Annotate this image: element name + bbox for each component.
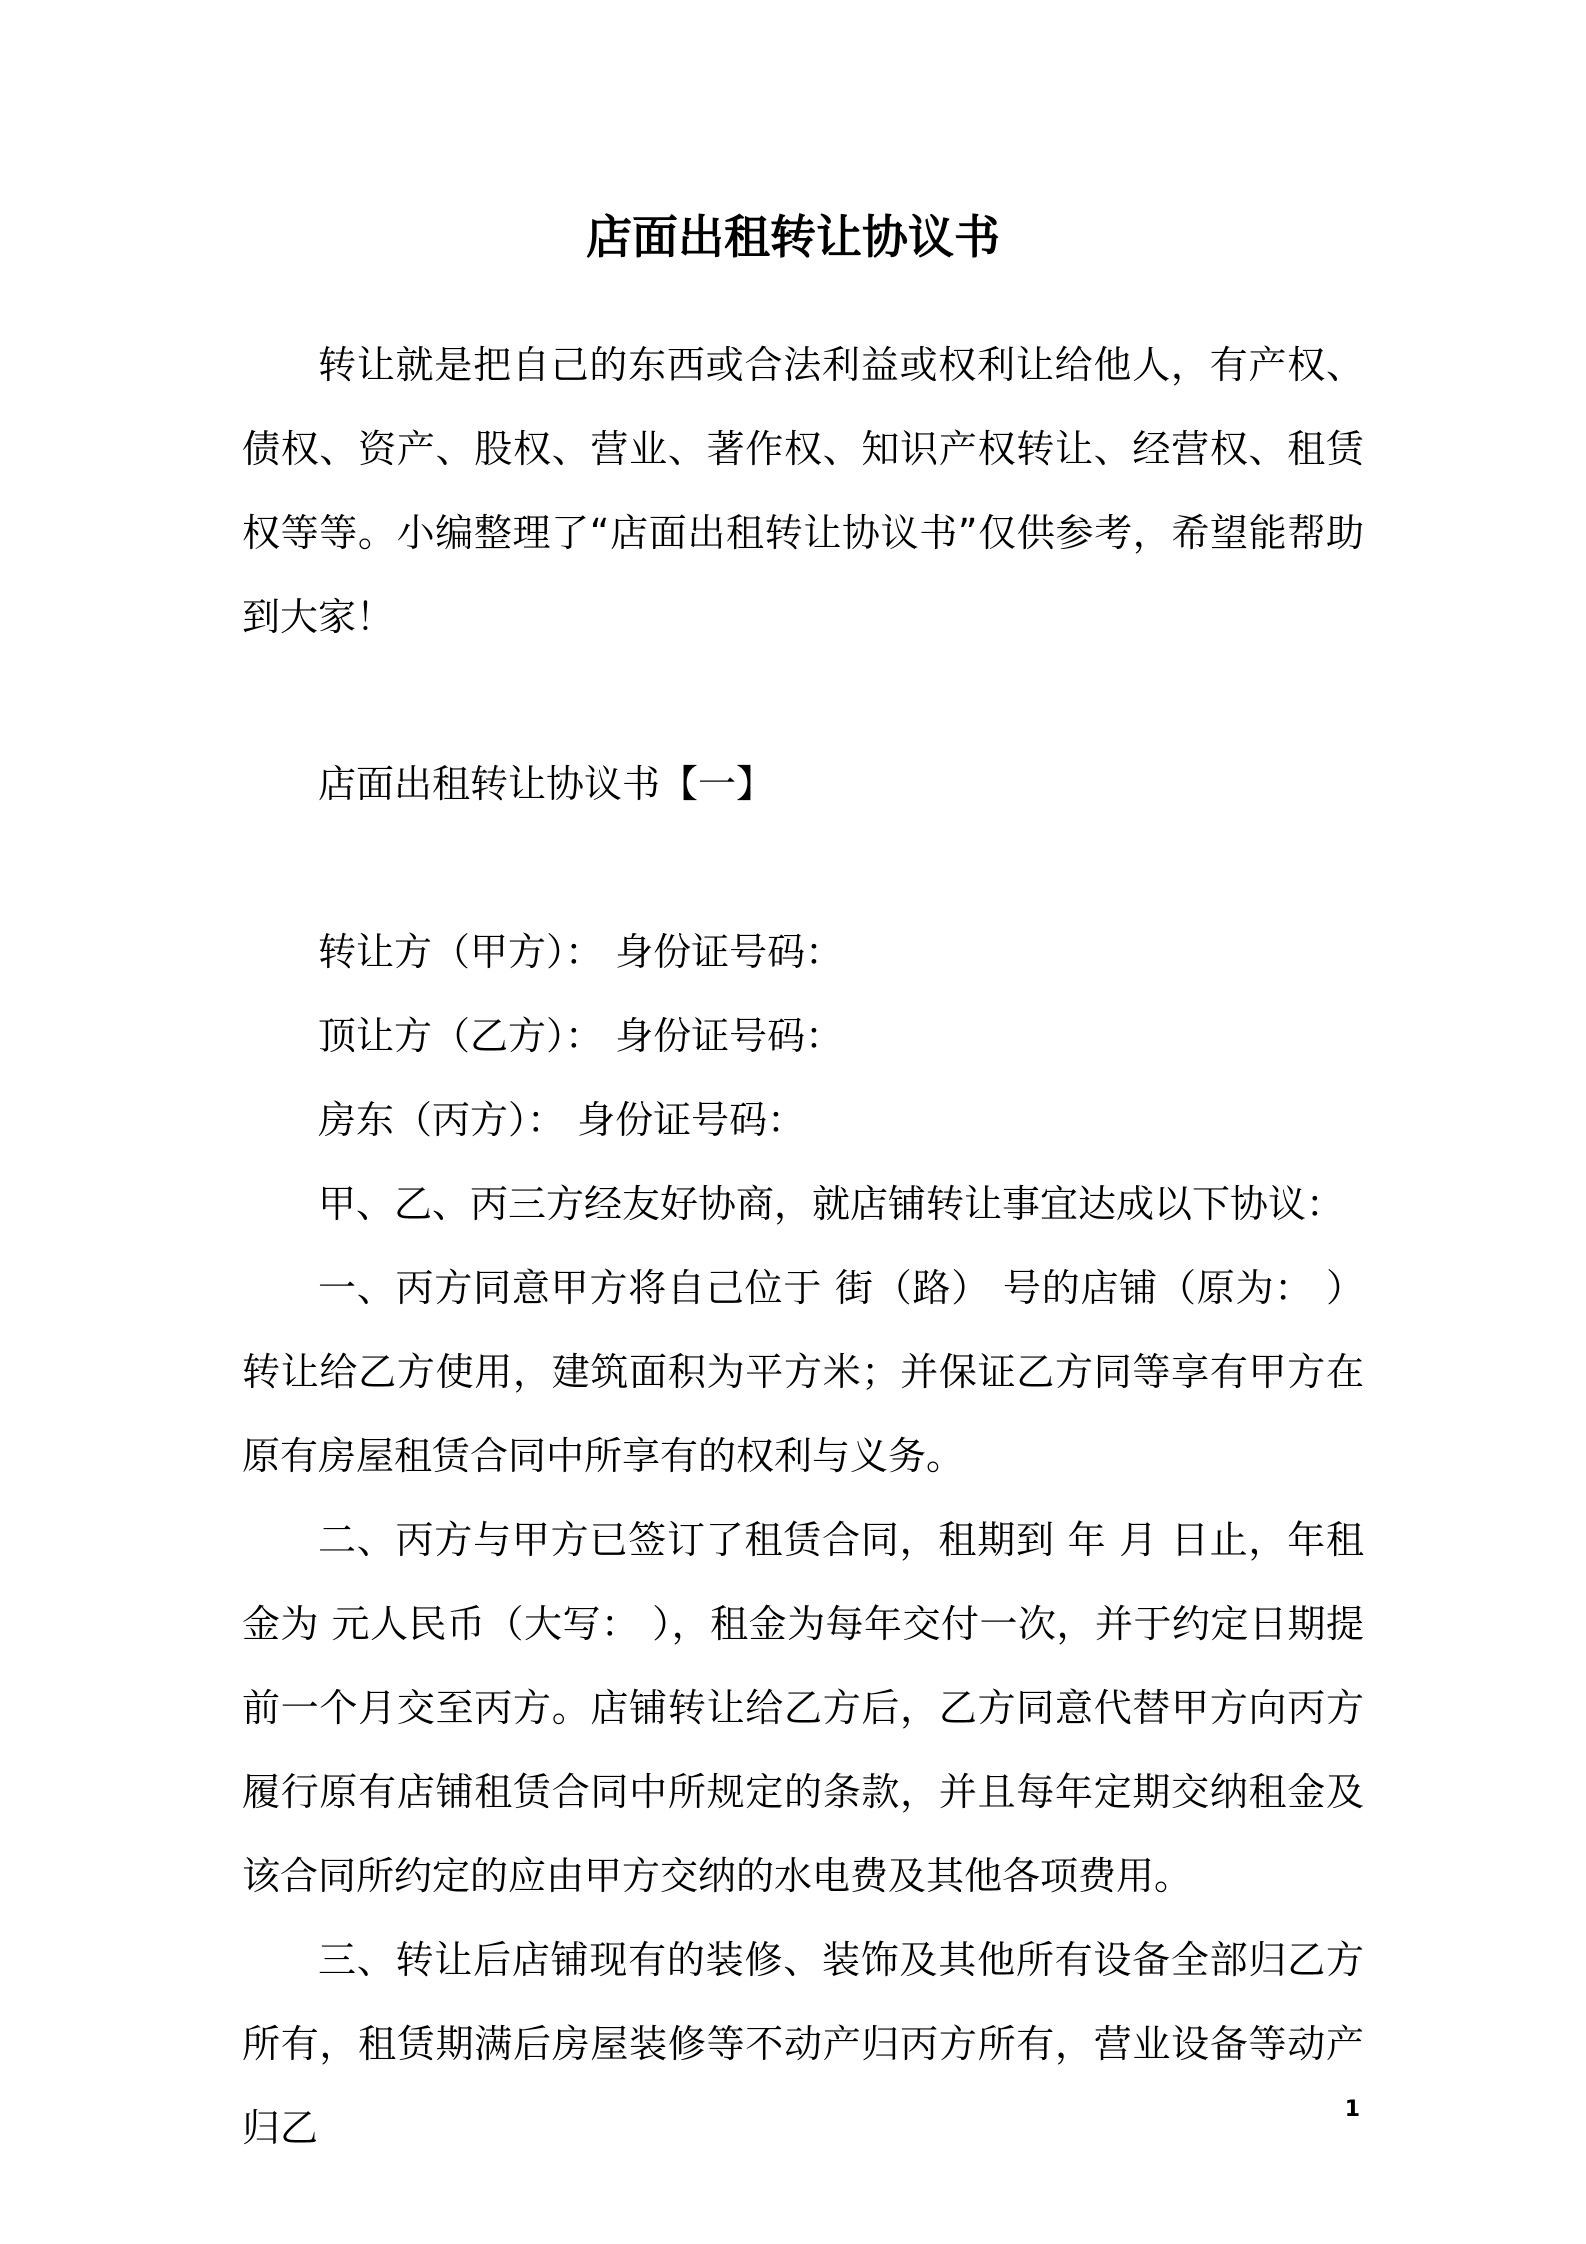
agreement-body xyxy=(242,910,1364,2170)
clause-2-paragraph: 二、丙方与甲方已签订了租赁合同，租期到 年 月 日止，年租金为 元人民币（大写： ），租金为每年交付一次，并于约定日期提前一个月交至丙方。店铺转让给乙方后，乙方同意代替甲方向丙方履行原有店铺租赁合同中所规定的条款，并且每年定期交纳租金及该合同所约定的应由甲方交纳的水电费及其他各项费用。 xyxy=(242,1518,1364,1898)
intro-paragraph: 转让就是把自己的东西或合法利益或权利让给他人，有产权、债权、资产、股权、营业、著作权、知识产权转让、经营权、租赁权等等。小编整理了“店面出租转让协议书”仅供参考，希望能帮助到大家！ xyxy=(242,343,1364,639)
section-heading: 店面出租转让协议书【一】 xyxy=(318,762,775,806)
document-title: 店面出租转让协议书 xyxy=(586,210,1000,264)
clause-1-paragraph: 一、丙方同意甲方将自己位于 街（路） 号的店铺（原为： ）转让给乙方使用，建筑面积为平方米；并保证乙方同等享有甲方在原有房屋租赁合同中所享有的权利与义务。 xyxy=(242,1266,1364,1478)
party-a-line: 转让方（甲方）： 身份证号码： xyxy=(318,930,844,974)
party-c-line: 房东（丙方）： 身份证号码： xyxy=(318,1098,806,1142)
clause-3-paragraph: 三、转让后店铺现有的装修、装饰及其他所有设备全部归乙方所有，租赁期满后房屋装修等不动产归丙方所有，营业设备等动产归乙 xyxy=(242,1938,1364,2150)
preamble-paragraph: 甲、乙、丙三方经友好协商，就店铺转让事宜达成以下协议： xyxy=(318,1182,1345,1226)
party-b-line: 顶让方（乙方）： 身份证号码： xyxy=(318,1014,844,1058)
page-number: 1 xyxy=(1344,2097,1360,2122)
